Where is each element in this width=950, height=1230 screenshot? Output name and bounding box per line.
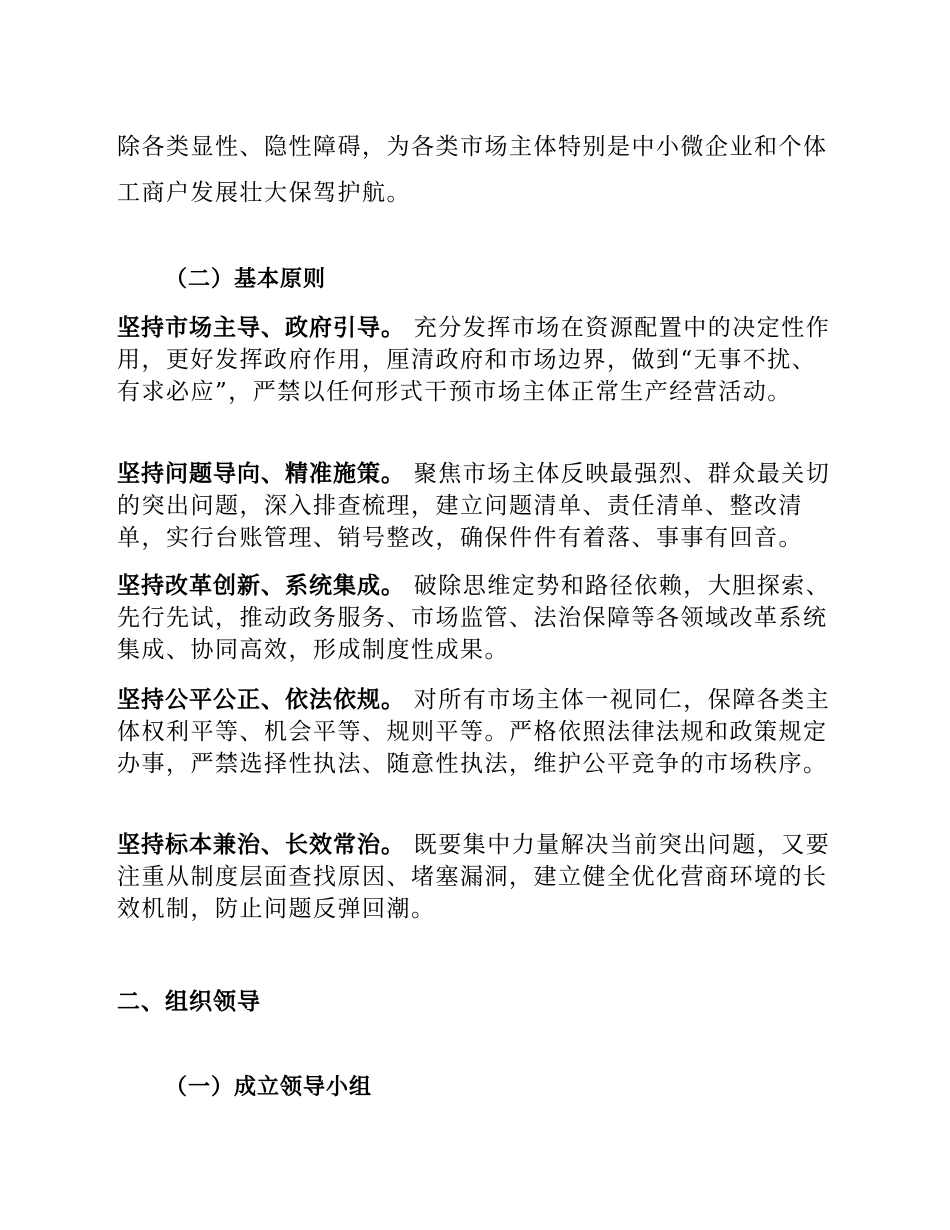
- principle-lead: 坚持改革创新、系统集成。: [117, 573, 405, 599]
- principle-body: 对所有市场主体一视同仁，保障各类主体权利平等、机会平等、规则平等。严格依照法律法规和政策规定办事，严禁选择性执法、随意性执法，维护公平竞争的市场秩序。: [117, 687, 831, 777]
- principle-lead: 坚持市场主导、政府引导。: [117, 315, 405, 341]
- intro-paragraph: 除各类显性、隐性障碍，为各类市场主体特别是中小微企业和个体工商户发展壮大保驾护航。: [117, 134, 828, 206]
- principle-paragraph: [117, 458, 837, 554]
- principle-body: 破除思维定势和路径依赖，大胆探索、先行先试，推动政务服务、市场监管、法治保障等各领域改革系统集成、协同高效，形成制度性成果。: [117, 573, 831, 663]
- principle-paragraph: [117, 570, 837, 666]
- organization-heading: 二、组织领导: [117, 989, 261, 1015]
- principle-body: 聚焦市场主体反映最强烈、群众最关切的突出问题，深入排查梳理，建立问题清单、责任清单、整改清单，实行台账管理、销号整改，确保件件有着落、事事有回音。: [117, 461, 831, 551]
- principle-lead: 坚持公平公正、依法依规。: [117, 687, 405, 713]
- leading-group-heading: （一）成立领导小组: [165, 1075, 373, 1100]
- principle-body: 充分发挥市场在资源配置中的决定性作用，更好发挥政府作用，厘清政府和市场边界，做到“无事不扰、有求必应”，严禁以任何形式干预市场主体正常生产经营活动。: [117, 315, 831, 405]
- basic-principles-heading: （二）基本原则: [165, 267, 327, 292]
- principle-paragraph: [117, 684, 837, 780]
- principle-paragraph: [117, 829, 837, 925]
- principle-lead: 坚持问题导向、精准施策。: [117, 461, 405, 487]
- principle-lead: 坚持标本兼治、长效常治。: [117, 832, 405, 858]
- principle-paragraph: [117, 312, 837, 408]
- principle-body: 既要集中力量解决当前突出问题，又要注重从制度层面查找原因、堵塞漏洞，建立健全优化营商环境的长效机制，防止问题反弹回潮。: [117, 832, 831, 922]
